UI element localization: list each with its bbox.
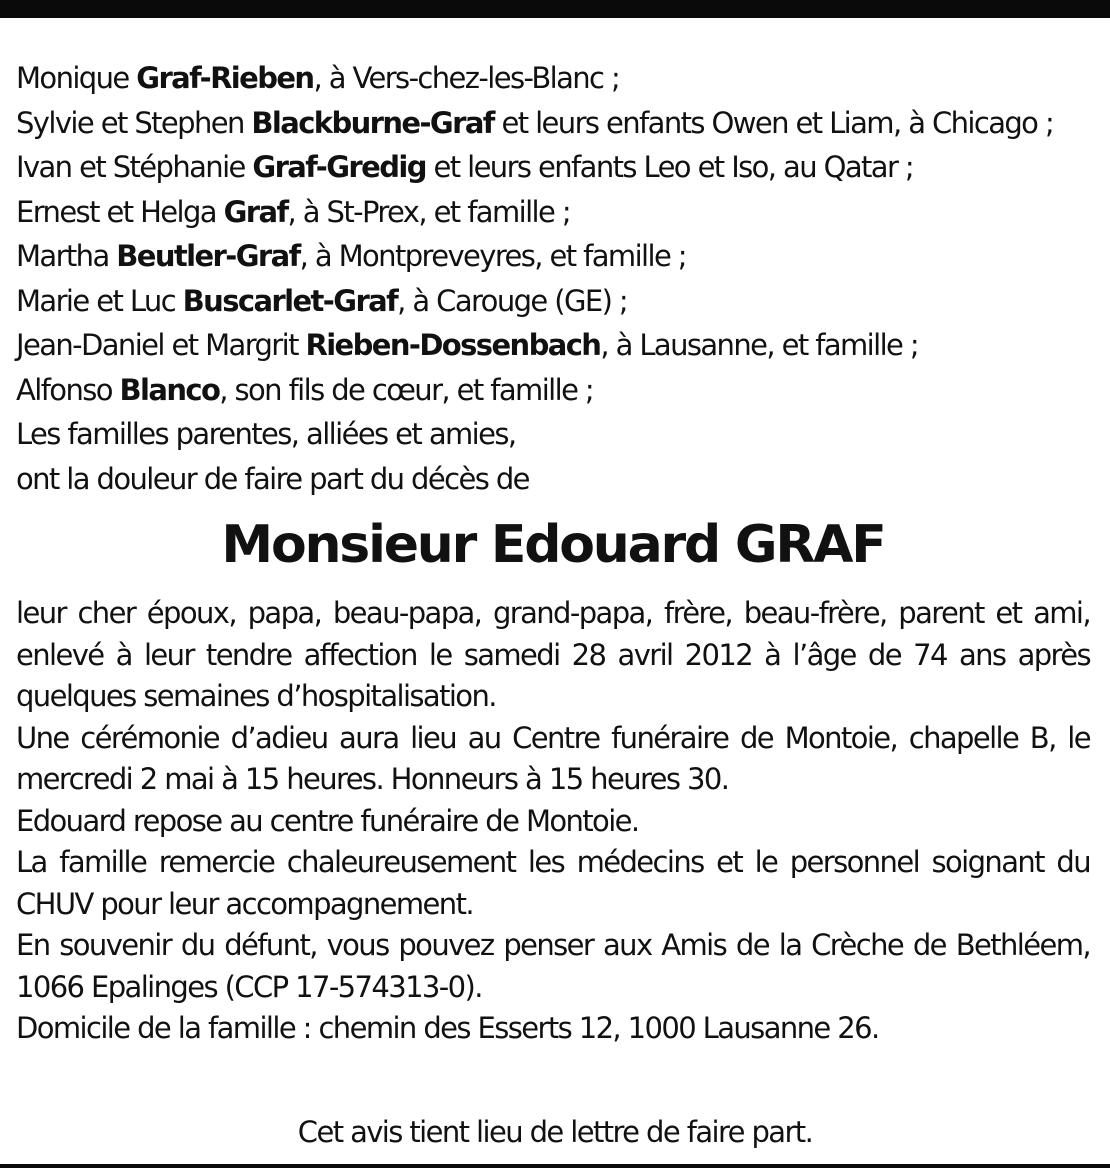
family-name: Blanco: [119, 372, 220, 407]
repose-paragraph: Edouard repose au centre funéraire de Montoie.: [16, 803, 639, 838]
intro-line: ont la douleur de faire part du décès de: [16, 461, 529, 496]
family-line-blanco: Alfonso Blanco, son fils de cœur, et famille ;: [16, 372, 594, 407]
family-name: Blackburne-Graf: [251, 105, 494, 140]
family-name: Buscarlet-Graf: [182, 283, 398, 318]
family-name: Beutler-Graf: [116, 239, 300, 273]
deceased-name: Monsieur Edouard GRAF: [221, 515, 885, 575]
bottom-border-rule: [0, 1164, 1110, 1168]
death-notice: [16, 56, 1090, 1050]
intro-line: Les familles parentes, alliées et amies,: [16, 417, 516, 451]
family-line-buscarlet-graf: Marie et Luc Buscarlet-Graf, à Carouge (GE) ;: [16, 283, 628, 318]
closing-line: Cet avis tient lieu de lettre de faire part.: [297, 1115, 813, 1149]
tribute-paragraph: leur cher époux, papa, beau-papa, grand-papa, frère, beau-frère, parent et ami, enlevé à leur tendre affection le samedi 28 avril 2012 à l’âge de 74 ans après quelques semaines d’hospitalisation.: [16, 596, 1090, 713]
family-name: Graf-Rieben: [136, 61, 314, 95]
thanks-paragraph: La famille remercie chaleureusement les médecins et le personnel soignant du CHUV pour leur accompagnement.: [16, 845, 1090, 921]
family-line-blackburne-graf: Sylvie et Stephen Blackburne-Graf et leurs enfants Owen et Liam, à Chicago ;: [16, 105, 1054, 140]
donation-paragraph: En souvenir du défunt, vous pouvez penser aux Amis de la Crèche de Bethléem, 1066 Epalinges (CCP 17-574313-0).: [16, 928, 1090, 1004]
family-line-graf-rieben: Monique Graf-Rieben, à Vers-chez-les-Blanc ;: [16, 61, 620, 95]
family-line-graf-gredig: Ivan et Stéphanie Graf-Gredig et leurs enfants Leo et Iso, au Qatar ;: [16, 150, 914, 184]
family-line-rieben-dossenbach: Jean-Daniel et Margrit Rieben-Dossenbach, à Lausanne, et famille ;: [16, 328, 919, 362]
family-name: Rieben-Dossenbach: [305, 328, 601, 362]
family-name: Graf: [223, 194, 288, 229]
family-line-graf: Ernest et Helga Graf, à St-Prex, et famille ;: [16, 194, 571, 229]
top-border-rule: [0, 0, 1110, 18]
ceremony-paragraph: Une cérémonie d’adieu aura lieu au Centre funéraire de Montoie, chapelle B, le mercredi 2 mai à 15 heures. Honneurs à 15 heures 30.: [16, 720, 1090, 796]
address-paragraph: Domicile de la famille : chemin des Esserts 12, 1000 Lausanne 26.: [16, 1011, 879, 1045]
family-line-beutler-graf: Martha Beutler-Graf, à Montpreveyres, et famille ;: [16, 239, 686, 273]
family-name: Graf-Gredig: [252, 150, 426, 184]
